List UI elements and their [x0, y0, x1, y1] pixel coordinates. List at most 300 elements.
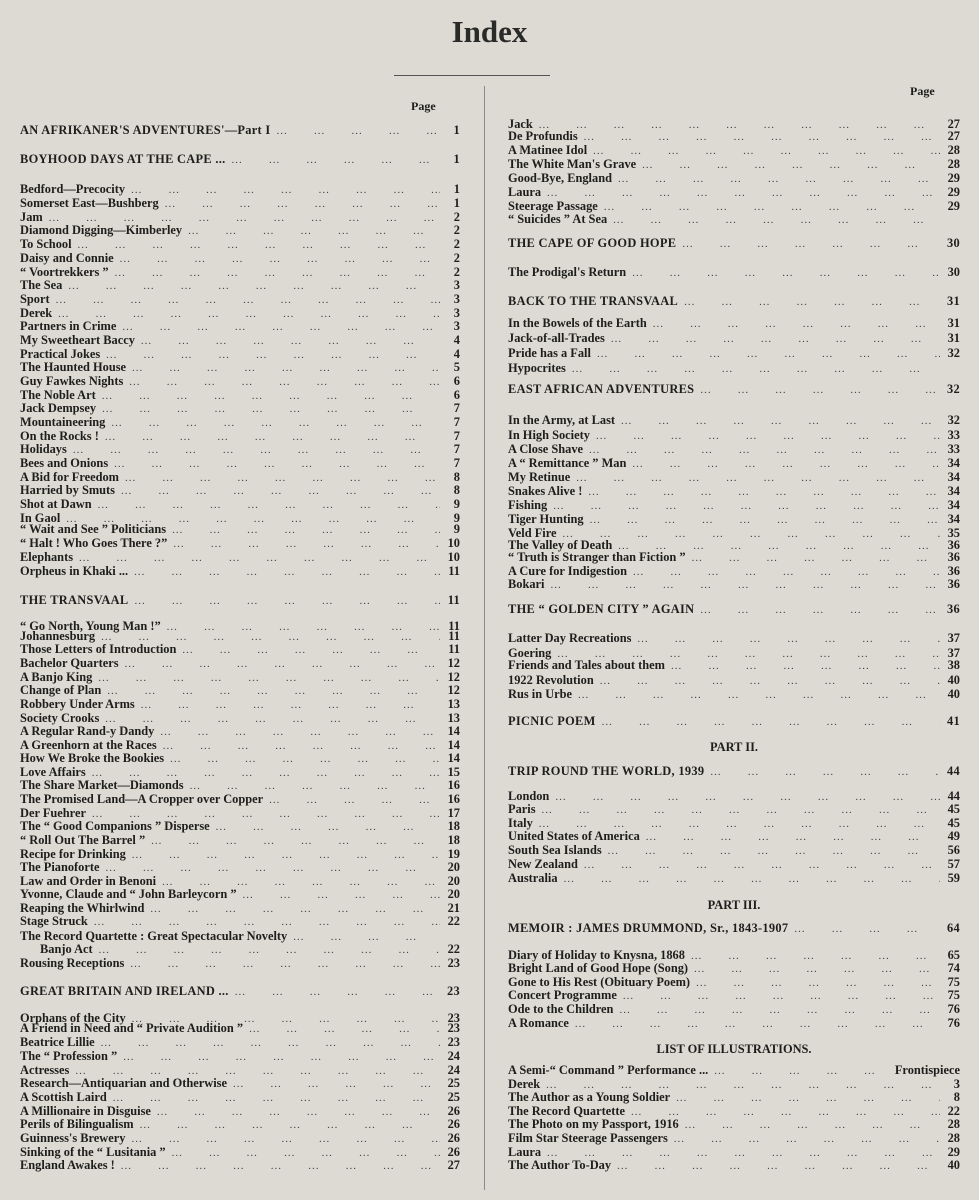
- entry-page-number: 44: [947, 789, 960, 803]
- dot-leader: [611, 1159, 940, 1173]
- index-entry: [20, 374, 460, 388]
- entry-page-number: 76: [947, 1002, 960, 1016]
- entry-page-number: 1: [453, 196, 460, 210]
- entry-title: PICNIC POEM: [508, 714, 596, 728]
- entry-title: My Retinue: [508, 470, 571, 484]
- dot-leader: [678, 295, 940, 309]
- entry-page-number: 22: [447, 914, 460, 928]
- entry-page-number: 27: [947, 129, 960, 143]
- entry-page-number: 31: [947, 331, 960, 345]
- dot-leader: [602, 844, 940, 858]
- entry-title: AN AFRIKANER'S ADVENTURES'—Part I: [20, 123, 271, 137]
- index-entry: [20, 929, 460, 943]
- index-entry: [20, 1104, 460, 1118]
- entry-page-number: 29: [947, 171, 960, 185]
- entry-page-number: 2: [453, 251, 460, 265]
- entry-page-number: 24: [447, 1049, 460, 1063]
- entry-page-number: 33: [947, 442, 960, 456]
- entry-page-number: 1: [453, 152, 460, 166]
- entry-page-number: 34: [947, 470, 960, 484]
- index-entry: [20, 319, 460, 333]
- entry-title: The Haunted House: [20, 360, 127, 374]
- index-entry: [20, 738, 460, 752]
- dot-leader: [182, 224, 440, 238]
- entry-page-number: 37: [947, 646, 960, 660]
- entry-title: A “ Remittance ” Man: [508, 456, 627, 470]
- entry-title: Latter Day Recreations: [508, 631, 632, 645]
- left-page-header: Page: [411, 99, 436, 113]
- entry-page-number: 14: [447, 738, 460, 752]
- entry-title: The Record Quartette : Great Spectacular Novelty: [20, 929, 288, 943]
- index-entry: [20, 360, 460, 374]
- entry-page-number: 7: [453, 415, 460, 429]
- index-entry: [20, 401, 460, 415]
- entry-title: “ Go North, Young Man !”: [20, 619, 161, 633]
- dot-leader: [545, 578, 941, 592]
- entry-title: Fishing: [508, 498, 548, 512]
- index-entry: [20, 765, 460, 779]
- entry-title: Derek: [20, 306, 53, 320]
- dot-leader: [686, 551, 940, 565]
- entry-page-number: 15: [447, 765, 460, 779]
- dot-leader: [135, 698, 440, 712]
- entry-title: In Gaol: [20, 511, 61, 525]
- dot-leader: [124, 957, 440, 971]
- entry-page-number: 32: [947, 346, 960, 360]
- entry-title: “ Voortrekkers ”: [20, 265, 109, 279]
- entry-page-number: 26: [447, 1131, 460, 1145]
- entry-title: Laura: [508, 1145, 542, 1159]
- entry-page-number: 20: [447, 887, 460, 901]
- index-entry: [508, 658, 960, 672]
- entry-title: Practical Jokes: [20, 347, 101, 361]
- entry-page-number: 34: [947, 484, 960, 498]
- entry-page-number: 10: [447, 550, 460, 564]
- entry-title: Goering: [508, 646, 552, 660]
- dot-leader: [115, 1159, 440, 1173]
- dot-leader: [578, 858, 940, 872]
- dot-leader: [587, 144, 940, 158]
- dot-leader: [547, 499, 940, 513]
- entry-page-number: 2: [453, 223, 460, 237]
- entry-page-number: 65: [947, 948, 960, 962]
- entry-title: Gone to His Rest (Obituary Poem): [508, 975, 691, 989]
- entry-title: Derek: [508, 1077, 541, 1091]
- entry-title: Paris: [508, 802, 536, 816]
- entry-title: PART II.: [710, 740, 758, 754]
- entry-page-number: 12: [447, 670, 460, 684]
- index-entry: [20, 670, 460, 684]
- entry-title: Elephants: [20, 550, 74, 564]
- index-entry: [20, 792, 460, 806]
- dot-leader: [164, 752, 440, 766]
- index-entry: [508, 428, 960, 442]
- entry-page-number: 59: [947, 871, 960, 885]
- dot-leader: [590, 429, 940, 443]
- index-entry: [508, 331, 960, 345]
- entry-page-number: 32: [947, 413, 960, 427]
- entry-page-number: 7: [453, 442, 460, 456]
- entry-title: The Sea: [20, 278, 63, 292]
- dot-leader: [123, 375, 440, 389]
- index-entry: [20, 1063, 460, 1077]
- dot-leader: [125, 183, 440, 197]
- index-entry: [20, 901, 460, 915]
- index-entry: [20, 292, 460, 306]
- index-entry: [20, 429, 460, 443]
- dot-leader: [73, 551, 440, 565]
- entry-title: The “ Profession ”: [20, 1049, 118, 1063]
- index-entry: [508, 1117, 960, 1131]
- index-entry: [508, 199, 960, 213]
- entry-page-number: 35: [947, 526, 960, 540]
- index-entry: [20, 550, 460, 564]
- index-entry: [20, 237, 460, 251]
- entry-title: The “ Good Companions ” Disperse: [20, 819, 210, 833]
- entry-page-number: 16: [447, 792, 460, 806]
- dot-leader: [788, 922, 940, 936]
- entry-title: BOYHOOD DAYS AT THE CAPE ...: [20, 152, 226, 166]
- entry-title: Harried by Smuts: [20, 483, 115, 497]
- dot-leader: [594, 674, 940, 688]
- entry-title: A Matinee Idol: [508, 143, 588, 157]
- section-heading: [20, 593, 460, 607]
- entry-title: Bedford—Precocity: [20, 182, 126, 196]
- dot-leader: [114, 252, 440, 266]
- entry-page-number: Frontispiece: [894, 1063, 960, 1077]
- entry-title: “ Suicides ” At Sea: [508, 212, 608, 226]
- dot-leader: [665, 659, 940, 673]
- entry-title: Friends and Tales about them: [508, 658, 665, 672]
- entry-page-number: 28: [947, 143, 960, 157]
- dot-leader: [159, 197, 440, 211]
- dot-leader: [263, 793, 440, 807]
- entry-page-number: 11: [448, 642, 460, 656]
- entry-page-number: 41: [947, 714, 960, 728]
- entry-title: England Awakes !: [20, 1158, 115, 1172]
- entry-page-number: 8: [453, 470, 460, 484]
- entry-page-number: 6: [453, 388, 460, 402]
- entry-title: In the Army, at Last: [508, 413, 616, 427]
- entry-page-number: 2: [453, 237, 460, 251]
- entry-page-number: 36: [947, 550, 960, 564]
- dot-leader: [154, 725, 440, 739]
- entry-title: Bees and Onions: [20, 456, 109, 470]
- entry-title: Rousing Receptions: [20, 956, 125, 970]
- index-entry: [20, 1145, 460, 1159]
- entry-page-number: 9: [453, 497, 460, 511]
- dot-leader: [605, 332, 940, 346]
- entry-page-number: 14: [447, 751, 460, 765]
- entry-title: How We Broke the Bookies: [20, 751, 165, 765]
- dot-leader: [62, 279, 440, 293]
- dot-leader: [688, 962, 940, 976]
- entry-page-number: 23: [447, 956, 460, 970]
- entry-page-number: 2: [453, 265, 460, 279]
- entry-title: Holidays: [20, 442, 67, 456]
- dot-leader: [95, 1036, 440, 1050]
- entry-page-number: 5: [453, 360, 460, 374]
- entry-title: A Banjo King: [20, 670, 93, 684]
- dot-leader: [647, 317, 940, 331]
- entry-title: A Friend in Need and “ Private Audition ”: [20, 1021, 244, 1035]
- entry-title: Jack Dempsey: [20, 401, 97, 415]
- index-entry: [508, 185, 960, 199]
- dot-leader: [134, 1118, 440, 1132]
- entry-page-number: 27: [447, 1158, 460, 1172]
- dot-leader: [126, 361, 440, 375]
- dot-leader: [570, 471, 940, 485]
- entry-title: Somerset East—Bushberg: [20, 196, 159, 210]
- entry-title: The Author To-Day: [508, 1158, 612, 1172]
- entry-page-number: 25: [447, 1076, 460, 1090]
- entry-page-number: 23: [447, 1021, 460, 1035]
- index-entry: [508, 843, 960, 857]
- entry-page-number: 23: [447, 1035, 460, 1049]
- entry-page-number: 34: [947, 498, 960, 512]
- index-entry: [20, 223, 460, 237]
- dot-leader: [237, 888, 440, 902]
- index-entry: [508, 1131, 960, 1145]
- index-entry: [508, 316, 960, 330]
- entry-title: GREAT BRITAIN AND IRELAND ...: [20, 984, 229, 998]
- entry-title: MEMOIR : JAMES DRUMMOND, Sr., 1843-1907: [508, 921, 789, 935]
- column-divider: [484, 86, 485, 1190]
- section-heading: [508, 714, 960, 728]
- entry-page-number: 3: [453, 319, 460, 333]
- index-entry: [20, 306, 460, 320]
- entry-title: Change of Plan: [20, 683, 102, 697]
- index-entry: [20, 629, 460, 643]
- entry-title: The White Man's Grave: [508, 157, 637, 171]
- dot-leader: [596, 715, 940, 729]
- entry-page-number: 28: [947, 157, 960, 171]
- entry-title: The Photo on my Passport, 1916: [508, 1117, 679, 1131]
- index-entry: [508, 1145, 960, 1159]
- entry-page-number: 29: [947, 1145, 960, 1159]
- entry-page-number: 38: [947, 658, 960, 672]
- entry-page-number: 11: [448, 629, 460, 643]
- index-entry: [508, 631, 960, 645]
- entry-title: Perils of Bilingualism: [20, 1117, 134, 1131]
- entry-title: Tiger Hunting: [508, 512, 584, 526]
- section-heading: [20, 984, 460, 998]
- entry-title: The Noble Art: [20, 388, 96, 402]
- part-heading: [508, 1042, 960, 1056]
- entry-page-number: 3: [953, 1077, 960, 1091]
- entry-title: Stage Struck: [20, 914, 88, 928]
- index-entry: [20, 470, 460, 484]
- index-entry: [508, 1104, 960, 1118]
- entry-page-number: 10: [447, 536, 460, 550]
- entry-page-number: 14: [447, 724, 460, 738]
- entry-title: Diary of Holiday to Knysna, 1868: [508, 948, 685, 962]
- entry-title: LIST OF ILLUSTRATIONS.: [656, 1042, 812, 1056]
- entry-title: Veld Fire: [508, 526, 557, 540]
- section-heading: [508, 602, 960, 616]
- dot-leader: [582, 485, 940, 499]
- entry-title: THE “ GOLDEN CITY ” AGAIN: [508, 602, 695, 616]
- entry-page-number: 37: [947, 631, 960, 645]
- entry-title: The Prodigal's Return: [508, 265, 627, 279]
- entry-page-number: 20: [447, 874, 460, 888]
- entry-title: Jack: [508, 117, 533, 131]
- entry-page-number: 20: [447, 860, 460, 874]
- dot-leader: [108, 457, 440, 471]
- index-entry: [20, 642, 460, 656]
- index-entry: [508, 442, 960, 456]
- entry-title: A Semi-“ Command ” Performance ...: [508, 1063, 709, 1077]
- index-entry: [508, 988, 960, 1002]
- dot-leader: [607, 213, 940, 227]
- index-entry: [508, 171, 960, 185]
- index-entry: [20, 711, 460, 725]
- index-entry: [20, 887, 460, 901]
- index-entry: [508, 687, 960, 701]
- entry-title: Guy Fawkes Nights: [20, 374, 124, 388]
- right-page-header: Page: [910, 84, 935, 98]
- entry-page-number: 45: [947, 802, 960, 816]
- entry-page-number: 7: [453, 456, 460, 470]
- dot-leader: [184, 779, 440, 793]
- entry-page-number: 7: [453, 429, 460, 443]
- entry-title: THE CAPE OF GOOD HOPE: [508, 236, 677, 250]
- page-title: Index: [451, 14, 528, 49]
- entry-title: Banjo Act: [40, 942, 93, 956]
- entry-page-number: 28: [947, 1117, 960, 1131]
- entry-title: A Close Shave: [508, 442, 584, 456]
- section-heading: [20, 152, 460, 166]
- index-entry: [508, 802, 960, 816]
- dot-leader: [679, 1118, 940, 1132]
- index-entry: [20, 415, 460, 429]
- index-entry: [20, 278, 460, 292]
- index-entry: [20, 914, 460, 928]
- entry-title: New Zealand: [508, 857, 578, 871]
- entry-page-number: 8: [453, 483, 460, 497]
- dot-leader: [626, 457, 940, 471]
- index-entry: [20, 522, 460, 536]
- index-entry: [508, 871, 960, 885]
- dot-leader: [50, 293, 440, 307]
- index-entry: [20, 1158, 460, 1172]
- index-entry: [508, 129, 960, 143]
- index-entry: [508, 1002, 960, 1016]
- entry-page-number: 44: [947, 764, 960, 778]
- entry-title: The Share Market—Diamonds: [20, 778, 184, 792]
- index-entry: [20, 833, 460, 847]
- entry-title: Society Crooks: [20, 711, 100, 725]
- entry-title: Johannesburg: [20, 629, 96, 643]
- entry-page-number: 64: [947, 921, 960, 935]
- index-entry: [20, 942, 460, 956]
- index-entry: [508, 1063, 960, 1077]
- index-entry: [20, 265, 460, 279]
- dot-leader: [536, 803, 940, 817]
- index-entry: [20, 860, 460, 874]
- dot-leader: [541, 186, 940, 200]
- index-entry: [20, 564, 460, 578]
- index-entry: [20, 536, 460, 550]
- index-entry: [508, 512, 960, 526]
- entry-title: A Bid for Freedom: [20, 470, 120, 484]
- entry-title: The Valley of Death: [508, 538, 613, 552]
- dot-leader: [116, 320, 440, 334]
- entry-title: Daisy and Connie: [20, 251, 114, 265]
- entry-page-number: 30: [947, 265, 960, 279]
- index-entry: [508, 484, 960, 498]
- index-entry: [20, 778, 460, 792]
- dot-leader: [578, 130, 940, 144]
- entry-page-number: 40: [947, 687, 960, 701]
- entry-title: United States of America: [508, 829, 640, 843]
- entry-title: Reaping the Whirlwind: [20, 901, 145, 915]
- dot-leader: [210, 820, 440, 834]
- entry-title: Ode to the Children: [508, 1002, 614, 1016]
- entry-page-number: 22: [947, 1104, 960, 1118]
- entry-page-number: 34: [947, 456, 960, 470]
- entry-page-number: 12: [447, 683, 460, 697]
- entry-page-number: 3: [453, 278, 460, 292]
- entry-title: Jack-of-all-Trades: [508, 331, 605, 345]
- entry-title: Steerage Passage: [508, 199, 598, 213]
- entry-page-number: 27: [947, 117, 960, 131]
- index-entry: [20, 697, 460, 711]
- index-entry: [20, 456, 460, 470]
- dot-leader: [670, 1091, 940, 1105]
- index-entry: [508, 673, 960, 687]
- dot-leader: [676, 237, 940, 251]
- entry-title: The Pianoforte: [20, 860, 100, 874]
- dot-leader: [100, 861, 441, 875]
- index-entry: [20, 1021, 460, 1035]
- dot-leader: [708, 1064, 895, 1078]
- entry-page-number: 26: [447, 1145, 460, 1159]
- entry-page-number: 23: [447, 984, 460, 998]
- dot-leader: [583, 443, 940, 457]
- entry-title: Sport: [20, 292, 50, 306]
- entry-title: Yvonne, Claude and “ John Barleycorn ”: [20, 887, 237, 901]
- dot-leader: [617, 989, 940, 1003]
- entry-title: BACK TO THE TRANSVAAL: [508, 294, 679, 308]
- entry-page-number: 31: [947, 316, 960, 330]
- dot-leader: [704, 765, 940, 779]
- entry-page-number: 36: [947, 538, 960, 552]
- index-entry: [20, 210, 460, 224]
- entry-title: Concert Programme: [508, 988, 617, 1002]
- index-entry: [20, 1035, 460, 1049]
- entry-title: Beatrice Lillie: [20, 1035, 95, 1049]
- dot-leader: [107, 1091, 440, 1105]
- entry-page-number: 3: [453, 306, 460, 320]
- entry-title: A Greenhorn at the Races: [20, 738, 157, 752]
- index-entry: [508, 413, 960, 427]
- index-entry: [508, 948, 960, 962]
- section-heading: [508, 294, 960, 308]
- entry-title: Bachelor Quarters: [20, 656, 119, 670]
- index-entry: [20, 956, 460, 970]
- entry-page-number: 30: [947, 236, 960, 250]
- index-entry: [20, 847, 460, 861]
- dot-leader: [176, 643, 440, 657]
- dot-leader: [96, 402, 440, 416]
- index-entry: [20, 483, 460, 497]
- entry-title: Sinking of the “ Lusitania ”: [20, 1145, 166, 1159]
- entry-title: “ Truth is Stranger than Fiction ”: [508, 550, 686, 564]
- index-entry: [20, 196, 460, 210]
- dot-leader: [67, 443, 440, 457]
- dot-leader: [119, 657, 440, 671]
